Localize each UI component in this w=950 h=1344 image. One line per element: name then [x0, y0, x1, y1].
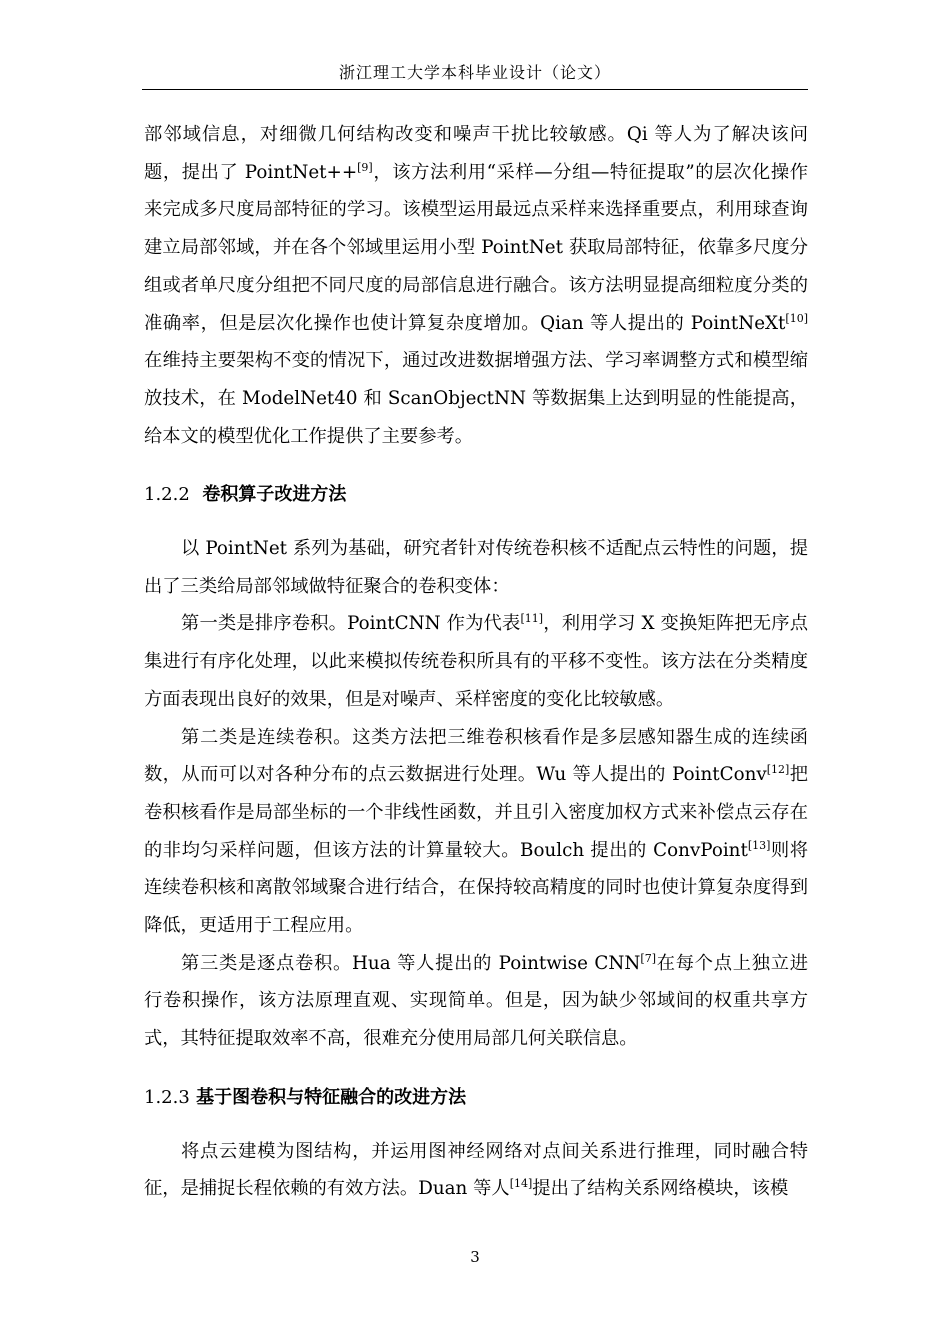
- citation: [14]: [509, 1177, 533, 1191]
- paragraph-pointwise-conv: 第三类是逐点卷积。Hua 等人提出的 Pointwise CNN[7]在每个点上独立进行卷积操作，该方法原理直观、实现简单。但是，因为缺少邻域间的权重共享方式，其特征提取效率不高，很难充分使用局部几何关联信息。: [144, 951, 808, 1050]
- section-heading-1-2-2: 1.2.2 卷积算子改进方法: [144, 484, 347, 506]
- page-body: [144, 116, 808, 1208]
- citation: [7]: [640, 951, 656, 965]
- page-number: 3: [470, 1248, 480, 1266]
- citation: [11]: [520, 612, 544, 626]
- citation: [9]: [357, 160, 373, 174]
- paragraph-graph-conv: 将点云建模为图结构，并运用图神经网络对点间关系进行推理，同时融合特征，是捕捉长程依赖的有效方法。Duan 等人[14]提出了结构关系网络模块，该模: [144, 1140, 808, 1200]
- paragraph-continuous-conv: 第二类是连续卷积。这类方法把三维卷积核看作是多层感知器生成的连续函数，从而可以对各种分布的点云数据进行处理。Wu 等人提出的 PointConv[12]把卷积核看作是局部坐标的一个非线性函数，并且引入密度加权方式来补偿点云存在的非均匀采样问题，但该方法的计算量较大。Boulch 提出的 ConvPoint[13]则将连续卷积核和离散邻域聚合进行结合，在保持较高精度的同时也使计算复杂度得到降低，更适用于工程应用。: [144, 726, 809, 937]
- citation: [13]: [747, 838, 771, 852]
- paragraph-pointnet-plus: 部邻域信息，对细微几何结构改变和噪声干扰比较敏感。Qi 等人为了解决该问题，提出了 PointNet++[9]，该方法利用“采样—分组—特征提取”的层次化操作来完成多尺度局部特征的学习。该模型运用最远点采样来选择重要点，利用球查询建立局部邻域，并在各个邻域里运用小型 PointNet 获取局部特征，依靠多尺度分组或者单尺度分组把不同尺度的局部信息进行融合。该方法明显提高细粒度分类的准确率，但是层次化操作也使计算复杂度增加。Qian 等人提出的 PointNeXt[10]在维持主要架构不变的情况下，通过改进数据增强方法、学习率调整方式和模型缩放技术，在 ModelNet40 和 ScanObjectNN 等数据集上达到明显的性能提高，给本文的模型优化工作提供了主要参考。: [144, 124, 808, 447]
- paragraph-conv-intro: 以 PointNet 系列为基础，研究者针对传统卷积核不适配点云特性的问题，提出了三类给局部邻域做特征聚合的卷积变体：: [144, 538, 808, 597]
- section-heading-1-2-3: 1.2.3 基于图卷积与特征融合的改进方法: [144, 1086, 467, 1108]
- citation: [10]: [785, 311, 808, 325]
- paragraph-sort-conv: 第一类是排序卷积。PointCNN 作为代表[11]，利用学习 X 变换矩阵把无序点集进行有序化处理，以此来模拟传统卷积所具有的平移不变性。该方法在分类精度方面表现出良好的效果，但是对噪声、采样密度的变化比较敏感。: [144, 612, 809, 710]
- citation: [12]: [766, 763, 790, 777]
- running-header: 浙江理工大学本科毕业设计（论文）: [338, 63, 611, 82]
- header-rule: [142, 89, 808, 90]
